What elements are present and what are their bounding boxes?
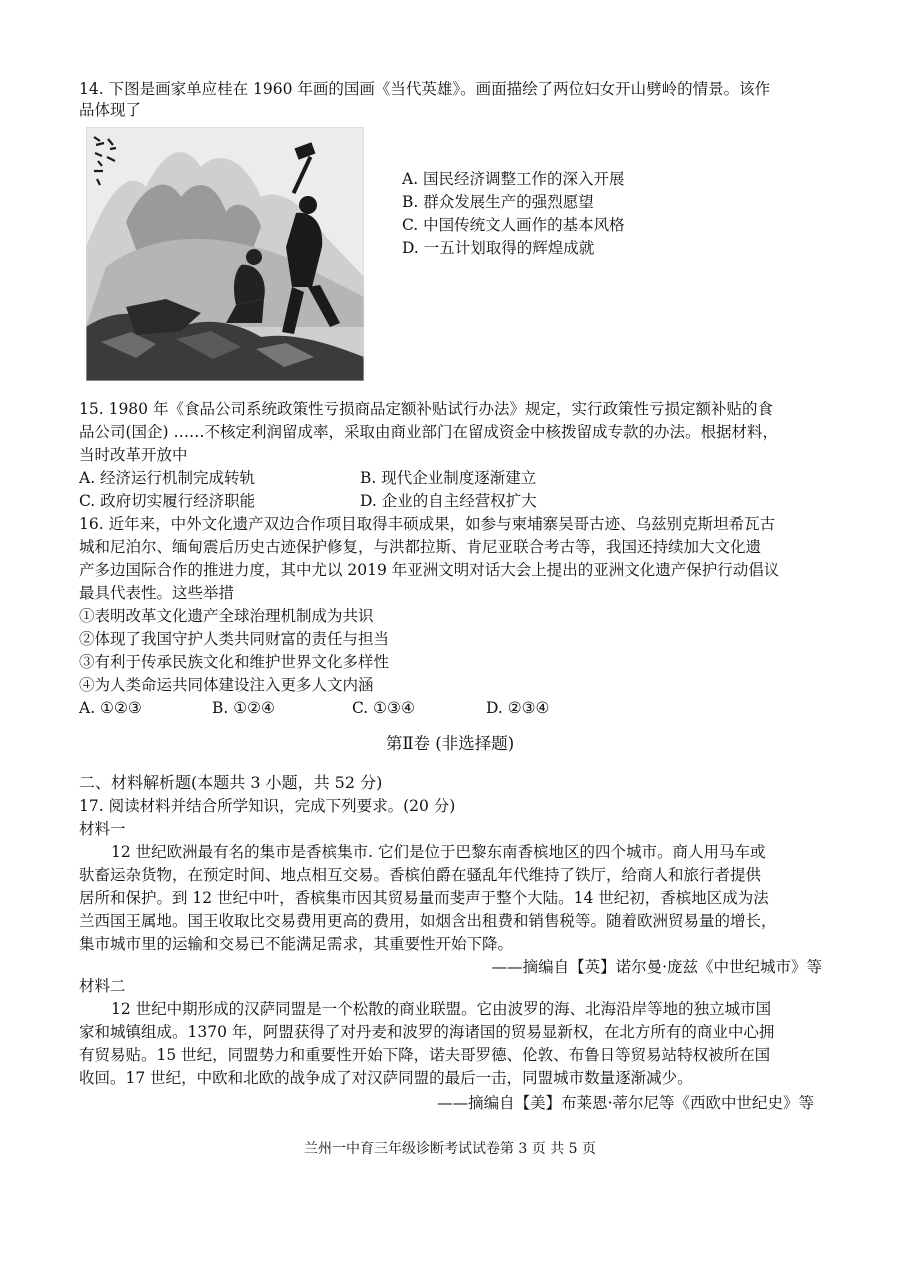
q16-stem-line3: 产多边国际合作的推进力度，其中尤以 2019 年亚洲文明对话大会上提出的亚洲文化遗产保护行动倡议 — [79, 561, 780, 579]
q14-option-c[interactable]: C. 中国传统文人画作的基本风格 — [402, 216, 625, 234]
q15-option-b[interactable]: B. 现代企业制度逐渐建立 — [360, 469, 537, 487]
material1-label: 材料一 — [79, 820, 126, 838]
material1-line4: 兰西国王属地。国王收取比交易费用更高的费用，如烟含出租费和销售税等。随着欧洲贸易量的增长， — [79, 912, 777, 930]
q15-option-c[interactable]: C. 政府切实履行经济职能 — [79, 492, 256, 510]
part2-heading: 二、材料解析题(本题共 3 小题，共 52 分) — [79, 773, 383, 792]
painting-illustration — [86, 127, 364, 381]
painting-image — [86, 127, 364, 381]
q15-option-d[interactable]: D. 企业的自主经营权扩大 — [360, 492, 537, 510]
q15-stem-line2: 品公司(国企) ……不核定利润留成率，采取由商业部门在留成资金中核拨留成专款的办法。根据材料， — [79, 423, 779, 441]
material1-line2: 驮畜运杂货物，在预定时间、地点相互交易。香槟伯爵在骚乱年代维持了铁厅，给商人和旅行者提供 — [79, 866, 762, 884]
material1-line1: 12 世纪欧洲最有名的集市是香槟集市. 它们是位于巴黎东南香槟地区的四个城市。商人用马车或 — [111, 843, 766, 861]
q16-option-d[interactable]: D. ②③④ — [486, 699, 550, 717]
q15-stem-line1: 15. 1980 年《食品公司系统政策性亏损商品定额补贴试行办法》规定，实行政策性亏损定额补贴的食 — [79, 400, 773, 418]
material2-line3: 有贸易贴。15 世纪，同盟势力和重要性开始下降，诺夫哥罗德、伦敦、布鲁日等贸易站特权被所在国 — [79, 1046, 771, 1064]
q14-option-b[interactable]: B. 群众发展生产的强烈愿望 — [402, 193, 594, 211]
q15-option-a[interactable]: A. 经济运行机制完成转轨 — [79, 469, 256, 487]
q16-option-a[interactable]: A. ①②③ — [79, 699, 142, 717]
material2-line2: 家和城镇组成。1370 年，阿盟获得了对丹麦和波罗的海诸国的贸易显新权，在北方所有的商业中心拥 — [79, 1023, 775, 1041]
q16-item-4: ④为人类命运共同体建设注入更多人文内涵 — [79, 676, 374, 694]
q16-option-c[interactable]: C. ①③④ — [352, 699, 415, 717]
material2-line4: 收回。17 世纪，中欧和北欧的战争成了对汉萨同盟的最后一击，同盟城市数量逐渐减少。 — [79, 1069, 693, 1087]
q14-stem-line1: 14. 下图是画家单应桂在 1960 年画的国画《当代英雄》。画面描绘了两位妇女开山劈岭的情景。该作 — [79, 80, 771, 98]
q14-stem-line2: 品体现了 — [79, 101, 142, 119]
q14-option-d[interactable]: D. 一五计划取得的辉煌成就 — [402, 239, 595, 257]
q16-item-2: ②体现了我国守护人类共同财富的责任与担当 — [79, 630, 390, 648]
q14-option-a[interactable]: A. 国民经济调整工作的深入开展 — [402, 170, 625, 188]
q16-stem-line2: 城和尼泊尔、缅甸震后历史古迹保护修复，与洪都拉斯、肯尼亚联合考古等，我国还持续加大文化遗 — [79, 538, 762, 556]
q15-stem-line3: 当时改革开放中 — [79, 446, 188, 464]
material1-line5: 集市城市里的运输和交易已不能满足需求，其重要性开始下降。 — [79, 935, 514, 953]
q16-item-1: ①表明改革文化遗产全球治理机制成为共识 — [79, 607, 374, 625]
q16-item-3: ③有利于传承民族文化和维护世界文化多样性 — [79, 653, 390, 671]
section-title: 第Ⅱ卷 (非选择题) — [385, 734, 515, 753]
page-footer: 兰州一中育三年级诊断考试试卷第 3 页 共 5 页 — [303, 1141, 597, 1157]
q16-stem-line1: 16. 近年来，中外文化遗产双边合作项目取得丰硕成果，如参与柬埔寨吴哥古迹、乌兹别克斯坦希瓦古 — [79, 515, 776, 533]
material2-line1: 12 世纪中期形成的汉萨同盟是一个松散的商业联盟。它由波罗的海、北海沿岸等地的独立城市国 — [111, 1000, 772, 1018]
q16-option-b[interactable]: B. ①②④ — [212, 699, 275, 717]
material2-label: 材料二 — [79, 977, 126, 995]
q16-stem-line4: 最具代表性。这些举措 — [79, 584, 235, 602]
material2-source: ——摘编自【美】布莱恩·蒂尔尼等《西欧中世纪史》等 — [437, 1094, 814, 1112]
q17-stem: 17. 阅读材料并结合所学知识，完成下列要求。(20 分) — [79, 797, 456, 815]
material1-line3: 居所和保护。到 12 世纪中叶，香槟集市因其贸易量而斐声于整个大陆。14 世纪初，香槟地区成为法 — [79, 889, 769, 907]
material1-source: ——摘编自【英】诺尔曼·庞兹《中世纪城市》等 — [491, 958, 822, 976]
